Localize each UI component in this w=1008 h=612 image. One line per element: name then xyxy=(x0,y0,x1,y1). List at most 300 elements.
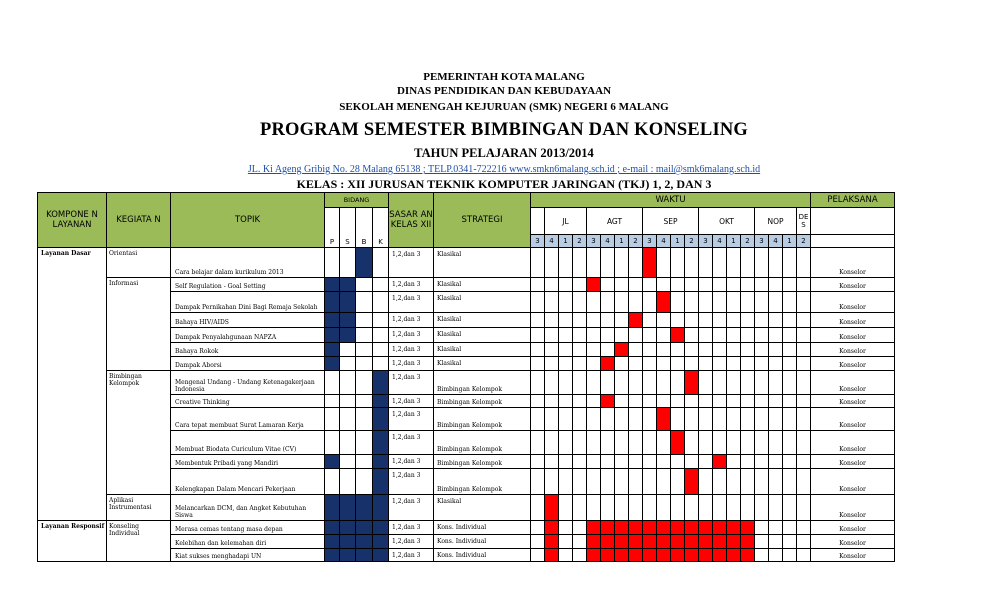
schedule-cell-active xyxy=(601,549,615,562)
schedule-cell xyxy=(601,328,615,343)
bidang-marker-empty xyxy=(325,371,340,395)
strategi-cell: Klasikal xyxy=(434,343,531,357)
strategi-cell: Klasikal xyxy=(434,278,531,292)
schedule-cell xyxy=(573,278,587,292)
header-strategi: STRATEGI xyxy=(434,193,531,248)
schedule-cell xyxy=(755,408,769,431)
schedule-cell xyxy=(755,328,769,343)
schedule-cell xyxy=(769,292,783,313)
schedule-cell xyxy=(601,343,615,357)
address-link[interactable]: JL. Ki Ageng Gribig No. 28 Malang 65138 ; TELP.0341-722216 www.smkn6malang.sch.id ; e-mail : mail@smk6malang.sch.id xyxy=(247,164,761,175)
schedule-cell xyxy=(629,357,643,371)
bidang-marker-filled xyxy=(340,549,356,562)
schedule-cell xyxy=(559,469,573,495)
schedule-cell xyxy=(657,357,671,371)
schedule-cell xyxy=(559,521,573,535)
schedule-cell xyxy=(797,395,811,408)
schedule-cell xyxy=(601,248,615,278)
schedule-cell xyxy=(769,248,783,278)
schedule-cell xyxy=(531,343,545,357)
schedule-cell xyxy=(741,469,755,495)
schedule-cell xyxy=(643,343,657,357)
schedule-cell xyxy=(587,469,601,495)
schedule-cell xyxy=(559,292,573,313)
schedule-cell-active xyxy=(671,431,685,455)
komponen-cell: Layanan Responsif xyxy=(38,521,107,562)
topik-cell: Cara belajar dalam kurikulum 2013 xyxy=(171,248,325,278)
pelaksana-cell: Konselor xyxy=(811,328,895,343)
bidang-marker-filled xyxy=(325,455,340,469)
schedule-cell xyxy=(601,292,615,313)
header-bidang: BIDANG xyxy=(325,193,389,208)
schedule-cell xyxy=(573,469,587,495)
schedule-cell xyxy=(797,313,811,328)
schedule-cell xyxy=(615,431,629,455)
week-header-cell: 4 xyxy=(769,235,783,248)
schedule-cell xyxy=(685,328,699,343)
schedule-cell-active xyxy=(699,535,713,549)
schedule-cell-active xyxy=(671,535,685,549)
schedule-cell xyxy=(685,395,699,408)
header-pelaksana: PELAKSANA xyxy=(811,193,895,208)
sasaran-cell: 1,2,dan 3 xyxy=(389,535,434,549)
schedule-cell xyxy=(531,469,545,495)
strategi-cell: Kons. Individual xyxy=(434,549,531,562)
schedule-cell xyxy=(559,278,573,292)
schedule-cell xyxy=(741,431,755,455)
schedule-cell-active xyxy=(643,549,657,562)
bidang-marker-empty xyxy=(325,469,340,495)
week-header-cell: 2 xyxy=(629,235,643,248)
schedule-cell-active xyxy=(587,549,601,562)
schedule-cell-active xyxy=(671,521,685,535)
schedule-cell xyxy=(531,495,545,521)
schedule-cell xyxy=(643,313,657,328)
schedule-cell xyxy=(685,495,699,521)
schedule-cell xyxy=(741,495,755,521)
schedule-cell xyxy=(797,371,811,395)
month-nop: NOP xyxy=(755,208,797,235)
schedule-cell-active xyxy=(741,549,755,562)
schedule-cell-active xyxy=(545,495,559,521)
schedule-cell xyxy=(755,278,769,292)
schedule-cell xyxy=(713,469,727,495)
bidang-marker-filled xyxy=(373,455,389,469)
schedule-cell-active xyxy=(685,549,699,562)
schedule-cell-active xyxy=(629,535,643,549)
schedule-cell xyxy=(727,357,741,371)
schedule-cell xyxy=(573,535,587,549)
month-agt: AGT xyxy=(587,208,643,235)
bidang-marker-filled xyxy=(373,521,389,535)
kegiatan-cell: Bimbingan Kelompok xyxy=(107,371,171,495)
schedule-cell-active xyxy=(545,549,559,562)
schedule-cell xyxy=(573,313,587,328)
schedule-cell xyxy=(615,357,629,371)
week-header-cell: 3 xyxy=(643,235,657,248)
bidang-marker-filled xyxy=(325,357,340,371)
bidang-marker-filled xyxy=(356,495,373,521)
bidang-marker-filled xyxy=(340,313,356,328)
schedule-cell xyxy=(699,357,713,371)
schedule-cell xyxy=(545,431,559,455)
pelaksana-cell: Konselor xyxy=(811,549,895,562)
schedule-cell xyxy=(629,343,643,357)
schedule-cell xyxy=(783,408,797,431)
topik-cell: Merasa cemas tentang masa depan xyxy=(171,521,325,535)
schedule-cell xyxy=(657,371,671,395)
pelaksana-cell: Konselor xyxy=(811,408,895,431)
schedule-cell xyxy=(545,408,559,431)
schedule-cell xyxy=(671,455,685,469)
bidang-marker-filled xyxy=(373,371,389,395)
schedule-cell xyxy=(601,371,615,395)
bidang-marker-empty xyxy=(325,395,340,408)
bidang-marker-empty xyxy=(340,455,356,469)
schedule-cell xyxy=(559,431,573,455)
schedule-cell xyxy=(797,549,811,562)
schedule-cell xyxy=(587,408,601,431)
program-table xyxy=(37,192,895,562)
bidang-marker-empty xyxy=(340,357,356,371)
schedule-cell xyxy=(629,408,643,431)
schedule-cell xyxy=(643,431,657,455)
schedule-cell xyxy=(559,357,573,371)
pelaksana-cell: Konselor xyxy=(811,395,895,408)
schedule-cell-active xyxy=(601,395,615,408)
schedule-cell xyxy=(769,408,783,431)
schedule-cell xyxy=(741,292,755,313)
bidang-marker-empty xyxy=(340,431,356,455)
bidang-marker-filled xyxy=(373,549,389,562)
bidang-marker-filled xyxy=(340,521,356,535)
bidang-marker-empty xyxy=(340,408,356,431)
schedule-cell xyxy=(699,313,713,328)
week-header-cell: 4 xyxy=(657,235,671,248)
schedule-cell xyxy=(685,431,699,455)
schedule-cell xyxy=(545,313,559,328)
schedule-cell xyxy=(601,469,615,495)
week-header-cell: 3 xyxy=(755,235,769,248)
bidang-marker-empty xyxy=(373,313,389,328)
schedule-cell xyxy=(615,408,629,431)
schedule-cell xyxy=(601,313,615,328)
week-header-cell: 1 xyxy=(671,235,685,248)
schedule-cell xyxy=(629,371,643,395)
schedule-cell xyxy=(755,495,769,521)
week-header-cell: 2 xyxy=(797,235,811,248)
header-komponen: KOMPONE N LAYANAN xyxy=(38,193,107,248)
bidang-marker-filled xyxy=(373,395,389,408)
schedule-cell-active xyxy=(713,549,727,562)
schedule-cell xyxy=(545,343,559,357)
schedule-cell xyxy=(629,455,643,469)
schedule-cell xyxy=(783,328,797,343)
schedule-cell xyxy=(531,292,545,313)
schedule-cell xyxy=(587,328,601,343)
schedule-cell xyxy=(615,495,629,521)
sasaran-cell: 1,2,dan 3 xyxy=(389,343,434,357)
schedule-cell xyxy=(643,328,657,343)
pelaksana-cell: Konselor xyxy=(811,278,895,292)
bidang-marker-filled xyxy=(340,278,356,292)
schedule-cell xyxy=(713,431,727,455)
schedule-cell xyxy=(727,328,741,343)
schedule-cell xyxy=(531,431,545,455)
schedule-cell xyxy=(699,328,713,343)
week-header-cell: 1 xyxy=(615,235,629,248)
schedule-cell xyxy=(797,535,811,549)
schedule-cell xyxy=(713,248,727,278)
schedule-cell-active xyxy=(699,549,713,562)
schedule-cell xyxy=(755,248,769,278)
bidang-marker-empty xyxy=(356,292,373,313)
schedule-cell xyxy=(531,535,545,549)
schedule-cell xyxy=(797,408,811,431)
schedule-cell xyxy=(587,455,601,469)
schedule-cell xyxy=(643,495,657,521)
week-header-cell: 4 xyxy=(545,235,559,248)
schedule-cell xyxy=(769,521,783,535)
bidang-marker-filled xyxy=(373,408,389,431)
strategi-cell: Bimbingan Kelompok xyxy=(434,408,531,431)
table-row xyxy=(38,521,895,535)
schedule-cell xyxy=(545,395,559,408)
bidang-marker-empty xyxy=(356,328,373,343)
schedule-cell xyxy=(545,292,559,313)
schedule-cell xyxy=(587,495,601,521)
schedule-cell xyxy=(671,248,685,278)
sasaran-cell: 1,2,dan 3 xyxy=(389,278,434,292)
pelaksana-cell: Konselor xyxy=(811,521,895,535)
schedule-cell xyxy=(699,248,713,278)
week-header-cell: 2 xyxy=(573,235,587,248)
schedule-cell xyxy=(657,469,671,495)
pelaksana-cell: Konselor xyxy=(811,357,895,371)
schedule-cell xyxy=(657,431,671,455)
bidang-marker-filled xyxy=(356,535,373,549)
pelaksana-cell: Konselor xyxy=(811,469,895,495)
schedule-cell xyxy=(573,371,587,395)
topik-cell: Kelebihan dan kelemahan diri xyxy=(171,535,325,549)
strategi-cell: Klasikal xyxy=(434,292,531,313)
bidang-marker-empty xyxy=(340,248,356,278)
schedule-cell xyxy=(587,431,601,455)
schedule-cell xyxy=(727,371,741,395)
schedule-cell xyxy=(531,248,545,278)
sasaran-cell: 1,2,dan 3 xyxy=(389,431,434,455)
schedule-cell xyxy=(755,535,769,549)
schedule-cell xyxy=(783,248,797,278)
schedule-cell xyxy=(713,278,727,292)
schedule-cell xyxy=(643,455,657,469)
header-sasaran: SASAR AN KELAS XII xyxy=(389,193,434,248)
schedule-cell xyxy=(559,371,573,395)
class-heading: KELAS : XII JURUSAN TEKNIK KOMPUTER JARINGAN (TKJ) 1, 2, DAN 3 xyxy=(296,177,712,191)
schedule-cell xyxy=(783,535,797,549)
schedule-cell xyxy=(657,248,671,278)
schedule-cell xyxy=(699,495,713,521)
topik-cell: Membentuk Pribadi yang Mandiri xyxy=(171,455,325,469)
schedule-cell xyxy=(531,549,545,562)
schedule-cell xyxy=(531,357,545,371)
schedule-cell xyxy=(629,278,643,292)
week-header-cell: 3 xyxy=(587,235,601,248)
schedule-cell xyxy=(657,395,671,408)
sasaran-cell: 1,2,dan 3 xyxy=(389,328,434,343)
schedule-cell-active xyxy=(629,313,643,328)
bidang-marker-filled xyxy=(356,521,373,535)
bidang-marker-empty xyxy=(373,357,389,371)
schedule-cell xyxy=(643,408,657,431)
strategi-cell: Klasikal xyxy=(434,357,531,371)
schedule-cell xyxy=(797,343,811,357)
topik-cell: Self Regulation - Goal Setting xyxy=(171,278,325,292)
schedule-cell xyxy=(545,248,559,278)
month-sep: SEP xyxy=(643,208,699,235)
schedule-cell-active xyxy=(601,521,615,535)
schedule-cell-active xyxy=(713,455,727,469)
schedule-cell xyxy=(685,343,699,357)
schedule-cell xyxy=(559,328,573,343)
week-header-cell: 2 xyxy=(685,235,699,248)
schedule-cell xyxy=(559,495,573,521)
schedule-cell xyxy=(755,357,769,371)
bidang-marker-filled xyxy=(325,521,340,535)
schedule-cell xyxy=(685,408,699,431)
schedule-cell xyxy=(755,431,769,455)
schedule-cell xyxy=(615,395,629,408)
bidang-marker-empty xyxy=(373,278,389,292)
table-row xyxy=(38,495,895,521)
bidang-marker-filled xyxy=(356,248,373,278)
schedule-cell xyxy=(671,278,685,292)
schedule-cell xyxy=(643,371,657,395)
schedule-cell xyxy=(727,343,741,357)
schedule-cell-active xyxy=(671,549,685,562)
week-header-cell: 2 xyxy=(741,235,755,248)
schedule-cell xyxy=(685,357,699,371)
bidang-marker-filled xyxy=(325,343,340,357)
sasaran-cell: 1,2,dan 3 xyxy=(389,371,434,395)
topik-cell: Dampak Aborsi xyxy=(171,357,325,371)
schedule-cell-active xyxy=(615,521,629,535)
strategi-cell: Bimbingan Kelompok xyxy=(434,469,531,495)
schedule-cell xyxy=(727,431,741,455)
schedule-cell xyxy=(615,469,629,495)
schedule-cell xyxy=(783,313,797,328)
pelaksana-cell: Konselor xyxy=(811,292,895,313)
schedule-cell xyxy=(713,495,727,521)
week-header-cell: 1 xyxy=(559,235,573,248)
schedule-cell xyxy=(783,343,797,357)
bidang-marker-filled xyxy=(373,495,389,521)
kegiatan-cell: Informasi xyxy=(107,278,171,371)
bidang-marker-filled xyxy=(325,328,340,343)
schedule-cell xyxy=(797,455,811,469)
schedule-cell-active xyxy=(685,535,699,549)
header-kegiatan: KEGIATA N xyxy=(107,193,171,248)
week-header-cell: 4 xyxy=(713,235,727,248)
schedule-cell xyxy=(783,357,797,371)
bidang-marker-filled xyxy=(325,278,340,292)
schedule-cell xyxy=(531,313,545,328)
schedule-cell xyxy=(615,278,629,292)
schedule-cell xyxy=(629,328,643,343)
schedule-cell xyxy=(671,313,685,328)
schedule-cell xyxy=(545,328,559,343)
institution-line-3: SEKOLAH MENENGAH KEJURUAN (SMK) NEGERI 6 MALANG xyxy=(339,101,669,113)
schedule-cell xyxy=(755,455,769,469)
strategi-cell: Klasikal xyxy=(434,328,531,343)
bidang-marker-filled xyxy=(373,535,389,549)
topik-cell: Membuat Biodata Curiculum Vitae (CV) xyxy=(171,431,325,455)
pelaksana-cell: Konselor xyxy=(811,313,895,328)
schedule-cell-active xyxy=(545,521,559,535)
schedule-cell-active xyxy=(713,521,727,535)
schedule-cell xyxy=(531,278,545,292)
schedule-cell xyxy=(727,278,741,292)
schedule-cell xyxy=(531,371,545,395)
bidang-marker-empty xyxy=(356,408,373,431)
schedule-cell xyxy=(629,292,643,313)
month-jl: JL xyxy=(545,208,587,235)
table-row xyxy=(38,248,895,278)
schedule-cell-active xyxy=(727,535,741,549)
strategi-cell: Klasikal xyxy=(434,495,531,521)
topik-cell: Cara tepat membuat Surat Lamaran Kerja xyxy=(171,408,325,431)
schedule-cell xyxy=(559,248,573,278)
topik-cell: Mengenal Undang - Undang Ketenagakerjaan Indonesia xyxy=(171,371,325,395)
schedule-cell xyxy=(797,292,811,313)
schedule-cell xyxy=(783,469,797,495)
bidang-marker-empty xyxy=(373,343,389,357)
schedule-cell xyxy=(629,248,643,278)
schedule-cell xyxy=(643,278,657,292)
schedule-cell xyxy=(741,408,755,431)
schedule-cell-active xyxy=(629,521,643,535)
strategi-cell: Bimbingan Kelompok xyxy=(434,455,531,469)
bidang-marker-filled xyxy=(325,495,340,521)
schedule-cell xyxy=(615,371,629,395)
header-waktu: WAKTU xyxy=(531,193,811,208)
schedule-cell xyxy=(587,395,601,408)
schedule-cell xyxy=(769,535,783,549)
schedule-cell-active xyxy=(587,278,601,292)
schedule-cell xyxy=(783,278,797,292)
schedule-cell xyxy=(797,328,811,343)
schedule-cell xyxy=(559,549,573,562)
schedule-cell xyxy=(699,408,713,431)
schedule-cell xyxy=(559,535,573,549)
schedule-cell xyxy=(699,469,713,495)
pelaksana-cell: Konselor xyxy=(811,535,895,549)
week-header-cell: 4 xyxy=(601,235,615,248)
schedule-cell xyxy=(769,313,783,328)
schedule-cell xyxy=(657,328,671,343)
bidang-marker-filled xyxy=(373,469,389,495)
bidang-marker-empty xyxy=(356,371,373,395)
schedule-cell xyxy=(727,408,741,431)
schedule-cell xyxy=(559,343,573,357)
schedule-cell xyxy=(755,395,769,408)
schedule-cell xyxy=(797,278,811,292)
schedule-cell-active xyxy=(657,521,671,535)
schedule-cell xyxy=(545,278,559,292)
bidang-marker-empty xyxy=(356,469,373,495)
schedule-cell xyxy=(671,357,685,371)
schedule-cell xyxy=(783,371,797,395)
